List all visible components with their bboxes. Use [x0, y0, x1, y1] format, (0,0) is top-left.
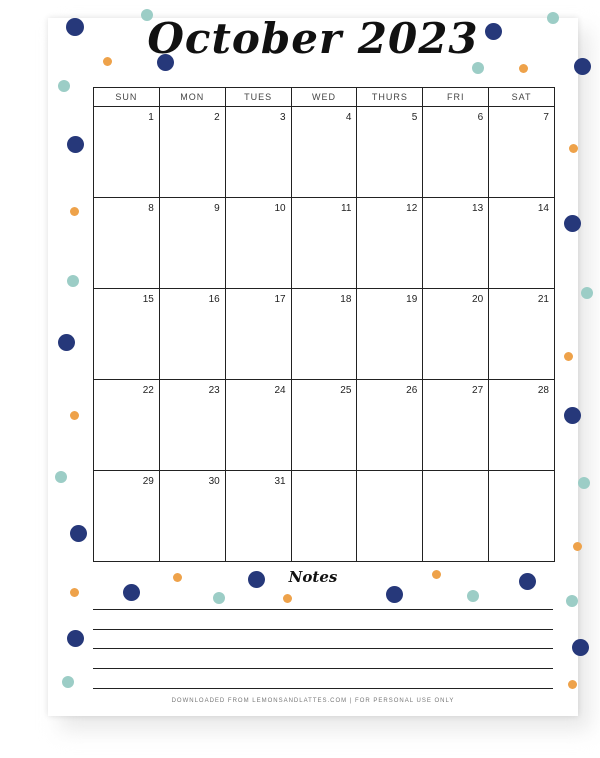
- day-cell: [423, 198, 489, 289]
- day-number: 23: [208, 385, 220, 396]
- confetti-dot: [467, 590, 479, 602]
- day-cell: [94, 471, 160, 562]
- notes-line: [93, 609, 553, 610]
- day-number: 10: [274, 203, 286, 214]
- confetti-dot: [67, 136, 84, 153]
- calendar-title: October 2023: [147, 14, 479, 63]
- confetti-dot: [213, 592, 225, 604]
- day-number: 7: [543, 112, 549, 123]
- day-number: 14: [537, 203, 549, 214]
- day-number: 3: [280, 112, 286, 123]
- day-cell: [94, 107, 160, 198]
- day-cell: [226, 289, 292, 380]
- day-number: 5: [411, 112, 418, 123]
- day-cell: [292, 380, 358, 471]
- day-cell: [94, 380, 160, 471]
- day-number: 6: [477, 112, 484, 123]
- day-cell: [357, 289, 423, 380]
- day-cell: [423, 289, 489, 380]
- day-cell: [489, 289, 555, 380]
- confetti-dot: [564, 352, 573, 361]
- day-cell: [160, 107, 226, 198]
- day-cell: [357, 471, 423, 562]
- confetti-dot: [519, 64, 528, 73]
- confetti-dot: [55, 471, 67, 483]
- weekday-header: SUN: [93, 87, 160, 107]
- weekday-header: TUES: [226, 87, 292, 107]
- day-cell: [292, 107, 358, 198]
- confetti-dot: [70, 525, 87, 542]
- day-cell: [423, 471, 489, 562]
- confetti-dot: [581, 287, 593, 299]
- day-cell: [489, 198, 555, 289]
- day-number: 28: [537, 385, 549, 396]
- day-number: 13: [472, 203, 484, 214]
- day-cell: [357, 107, 423, 198]
- day-cell: [160, 198, 226, 289]
- day-cell: [226, 380, 292, 471]
- confetti-dot: [70, 588, 79, 597]
- day-cell: [292, 289, 358, 380]
- day-number: 20: [472, 294, 484, 305]
- weekday-header-row: [93, 87, 555, 107]
- confetti-dot: [67, 275, 79, 287]
- confetti-dot: [573, 542, 582, 551]
- day-cell: [489, 380, 555, 471]
- day-number: 15: [142, 294, 154, 305]
- weekday-header: THURS: [357, 87, 423, 107]
- day-cell: [94, 289, 160, 380]
- day-number: 29: [142, 476, 154, 487]
- day-cell: [94, 198, 160, 289]
- confetti-dot: [386, 586, 403, 603]
- day-cell: [292, 198, 358, 289]
- confetti-dot: [564, 215, 581, 232]
- day-number: 17: [274, 294, 286, 305]
- day-number: 25: [340, 385, 352, 396]
- day-cell: [357, 198, 423, 289]
- weekday-header: SAT: [489, 87, 555, 107]
- day-cell: [160, 471, 226, 562]
- day-number: 11: [341, 203, 352, 214]
- weekday-header: WED: [292, 87, 358, 107]
- day-number: 24: [274, 385, 286, 396]
- day-cell: [423, 107, 489, 198]
- day-number: 1: [148, 112, 154, 123]
- confetti-dot: [564, 407, 581, 424]
- day-cell: [160, 380, 226, 471]
- day-number: 31: [274, 476, 286, 487]
- footer-credit: DOWNLOADED FROM LEMONSANDLATTES.COM | FOR PERSONAL USE ONLY: [171, 698, 455, 704]
- notes-line: [93, 688, 553, 689]
- confetti-dot: [62, 676, 74, 688]
- day-cell: [489, 107, 555, 198]
- confetti-dot: [283, 594, 292, 603]
- day-number: 4: [345, 112, 352, 123]
- weekday-header: FRI: [423, 87, 489, 107]
- confetti-dot: [70, 411, 79, 420]
- day-number: 18: [340, 294, 352, 305]
- day-number: 30: [208, 476, 220, 487]
- day-number: 19: [406, 294, 418, 305]
- day-cell: [423, 380, 489, 471]
- confetti-dot: [578, 477, 590, 489]
- day-number: 12: [406, 203, 418, 214]
- confetti-dot: [472, 62, 484, 74]
- day-number: 22: [142, 385, 154, 396]
- day-number: 2: [214, 112, 220, 123]
- confetti-dot: [123, 584, 140, 601]
- weekday-header: MON: [160, 87, 226, 107]
- day-number: 9: [214, 203, 220, 214]
- day-number: 27: [472, 385, 484, 396]
- day-number: 26: [406, 385, 418, 396]
- day-number: 16: [208, 294, 220, 305]
- confetti-dot: [58, 334, 75, 351]
- confetti-dot: [67, 630, 84, 647]
- day-number: 8: [148, 203, 154, 214]
- day-cell: [160, 289, 226, 380]
- confetti-dot: [568, 680, 577, 689]
- day-cell: [226, 107, 292, 198]
- day-cell: [357, 380, 423, 471]
- confetti-dot: [569, 144, 578, 153]
- day-cell: [489, 471, 555, 562]
- day-cell: [226, 471, 292, 562]
- calendar-grid: [93, 106, 555, 562]
- day-cell: [292, 471, 358, 562]
- notes-line: [93, 668, 553, 669]
- confetti-dot: [566, 595, 578, 607]
- notes-line: [93, 629, 553, 630]
- confetti-dot: [58, 80, 70, 92]
- confetti-dot: [572, 639, 589, 656]
- day-cell: [226, 198, 292, 289]
- day-number: 21: [537, 294, 549, 305]
- notes-line: [93, 648, 553, 649]
- notes-title: Notes: [288, 568, 338, 586]
- confetti-dot: [70, 207, 79, 216]
